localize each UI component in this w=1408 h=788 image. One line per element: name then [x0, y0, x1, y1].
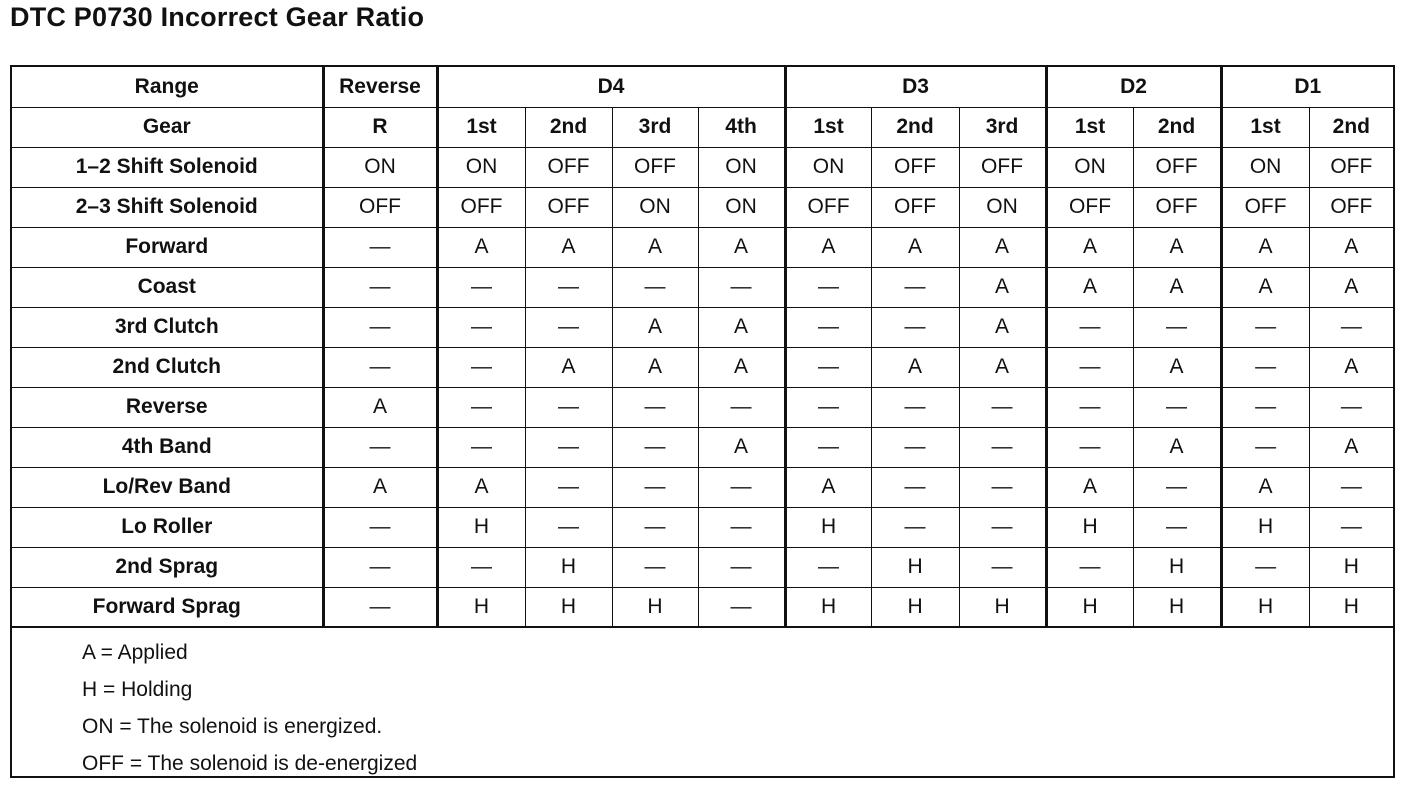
table-cell: A: [698, 347, 785, 387]
table-cell: —: [525, 507, 612, 547]
table-cell: A: [437, 227, 525, 267]
table-cell: —: [959, 547, 1046, 587]
table-cell: A: [698, 227, 785, 267]
table-cell: OFF: [525, 187, 612, 227]
table-cell: A: [871, 227, 959, 267]
range-group-d3: D3: [785, 67, 1046, 107]
table-cell: A: [698, 427, 785, 467]
table-cell: —: [1046, 307, 1133, 347]
table-cell: —: [1309, 307, 1393, 347]
table-cell: —: [323, 427, 437, 467]
table-cell: A: [959, 227, 1046, 267]
gear-ratio-table-frame: [10, 65, 1395, 778]
table-cell: —: [1309, 387, 1393, 427]
table-cell: —: [437, 307, 525, 347]
range-group-d4: D4: [437, 67, 785, 107]
table-cell: A: [323, 467, 437, 507]
table-cell: A: [323, 387, 437, 427]
table-cell: —: [871, 507, 959, 547]
table-cell: —: [323, 547, 437, 587]
table-cell: OFF: [525, 147, 612, 187]
table-cell: —: [525, 427, 612, 467]
table-cell: H: [1046, 587, 1133, 627]
row-label: 1–2 Shift Solenoid: [12, 147, 323, 187]
table-cell: —: [1221, 387, 1309, 427]
table-cell: —: [1221, 427, 1309, 467]
table-cell: —: [1046, 427, 1133, 467]
table-cell: ON: [323, 147, 437, 187]
table-cell: ON: [1221, 147, 1309, 187]
range-header-label: Range: [12, 67, 323, 107]
range-group-reverse: Reverse: [323, 67, 437, 107]
table-cell: OFF: [785, 187, 871, 227]
table-cell: —: [698, 507, 785, 547]
table-cell: OFF: [437, 187, 525, 227]
table-cell: A: [1133, 227, 1221, 267]
table-cell: A: [785, 227, 871, 267]
table-row-2nd-clutch: [12, 347, 1393, 387]
table-cell: —: [1133, 387, 1221, 427]
table-cell: —: [698, 547, 785, 587]
table-cell: —: [1046, 387, 1133, 427]
table-cell: —: [323, 307, 437, 347]
table-cell: A: [1046, 227, 1133, 267]
table-cell: H: [871, 587, 959, 627]
table-cell: —: [785, 307, 871, 347]
table-cell: A: [1309, 427, 1393, 467]
table-cell: ON: [785, 147, 871, 187]
table-cell: A: [871, 347, 959, 387]
table-cell: OFF: [871, 147, 959, 187]
table-cell: H: [437, 507, 525, 547]
table-cell: —: [871, 267, 959, 307]
table-cell: —: [871, 387, 959, 427]
table-cell: H: [1046, 507, 1133, 547]
table-cell: OFF: [612, 147, 698, 187]
table-row-lo-rev-band: [12, 467, 1393, 507]
table-cell: —: [1221, 307, 1309, 347]
table-row-4th-band: [12, 427, 1393, 467]
table-cell: OFF: [871, 187, 959, 227]
gear-header-cell: 2nd: [525, 107, 612, 147]
legend-line: H = Holding: [82, 678, 193, 701]
table-row-3rd-clutch: [12, 307, 1393, 347]
table-cell: A: [1309, 267, 1393, 307]
table-cell: —: [323, 267, 437, 307]
table-cell: H: [1221, 507, 1309, 547]
table-cell: —: [525, 267, 612, 307]
table-cell: A: [1046, 467, 1133, 507]
table-cell: —: [612, 387, 698, 427]
table-cell: —: [1133, 467, 1221, 507]
table-cell: H: [1221, 587, 1309, 627]
table-cell: —: [612, 547, 698, 587]
table-cell: A: [525, 347, 612, 387]
table-cell: —: [1133, 507, 1221, 547]
table-cell: A: [612, 347, 698, 387]
gear-header-cell: 1st: [1046, 107, 1133, 147]
gear-header-cell: 3rd: [959, 107, 1046, 147]
table-cell: —: [871, 307, 959, 347]
table-row-coast: [12, 267, 1393, 307]
table-cell: —: [871, 467, 959, 507]
table-cell: A: [1309, 227, 1393, 267]
table-cell: —: [1046, 547, 1133, 587]
table-cell: ON: [437, 147, 525, 187]
table-cell: A: [1221, 267, 1309, 307]
table-cell: OFF: [323, 187, 437, 227]
table-cell: —: [525, 307, 612, 347]
table-cell: OFF: [1133, 147, 1221, 187]
row-label: 4th Band: [12, 427, 323, 467]
table-cell: —: [1309, 507, 1393, 547]
table-cell: A: [1046, 267, 1133, 307]
table-cell: H: [612, 587, 698, 627]
table-row-forward-sprag: [12, 587, 1393, 627]
gear-header-cell: 4th: [698, 107, 785, 147]
range-group-d1: D1: [1221, 67, 1393, 107]
table-cell: —: [612, 427, 698, 467]
table-cell: —: [871, 427, 959, 467]
table-cell: —: [437, 547, 525, 587]
table-cell: —: [612, 467, 698, 507]
gear-header-cell: 3rd: [612, 107, 698, 147]
table-cell: ON: [698, 147, 785, 187]
table-cell: ON: [1046, 147, 1133, 187]
table-row-lo-roller: [12, 507, 1393, 547]
table-cell: A: [959, 267, 1046, 307]
table-row-1-2-shift-solenoid: [12, 147, 1393, 187]
table-cell: ON: [959, 187, 1046, 227]
table-row-reverse: [12, 387, 1393, 427]
table-cell: A: [1133, 347, 1221, 387]
table-cell: A: [1221, 227, 1309, 267]
row-label: 2nd Clutch: [12, 347, 323, 387]
table-cell: A: [437, 467, 525, 507]
table-cell: A: [1133, 267, 1221, 307]
table-cell: —: [698, 587, 785, 627]
table-cell: —: [437, 347, 525, 387]
table-cell: —: [1309, 467, 1393, 507]
table-cell: A: [1221, 467, 1309, 507]
gear-header-row: [12, 107, 1393, 147]
table-cell: H: [1309, 547, 1393, 587]
table-cell: —: [612, 267, 698, 307]
row-label: Forward Sprag: [12, 587, 323, 627]
table-cell: A: [1133, 427, 1221, 467]
gear-header-cell: 2nd: [871, 107, 959, 147]
table-cell: —: [525, 467, 612, 507]
table-cell: —: [1133, 307, 1221, 347]
table-cell: H: [785, 587, 871, 627]
table-cell: —: [959, 507, 1046, 547]
table-cell: H: [785, 507, 871, 547]
legend: [12, 628, 1393, 778]
table-cell: A: [525, 227, 612, 267]
row-label: Lo/Rev Band: [12, 467, 323, 507]
table-cell: —: [1046, 347, 1133, 387]
table-cell: —: [437, 427, 525, 467]
row-label: Forward: [12, 227, 323, 267]
table-cell: —: [785, 267, 871, 307]
row-label: Lo Roller: [12, 507, 323, 547]
table-cell: ON: [698, 187, 785, 227]
table-cell: —: [959, 467, 1046, 507]
table-cell: —: [323, 507, 437, 547]
table-cell: —: [323, 347, 437, 387]
table-cell: —: [959, 387, 1046, 427]
table-cell: —: [785, 427, 871, 467]
gear-header-label: Gear: [12, 107, 323, 147]
table-cell: A: [785, 467, 871, 507]
table-cell: OFF: [1221, 187, 1309, 227]
range-group-d2: D2: [1046, 67, 1221, 107]
legend-line: OFF = The solenoid is de-energized: [82, 752, 418, 775]
table-cell: OFF: [1309, 187, 1393, 227]
gear-header-cell: R: [323, 107, 437, 147]
table-cell: OFF: [959, 147, 1046, 187]
table-cell: H: [1133, 547, 1221, 587]
table-cell: H: [525, 587, 612, 627]
table-cell: A: [612, 227, 698, 267]
gear-header-cell: 1st: [785, 107, 871, 147]
table-cell: —: [323, 587, 437, 627]
table-cell: —: [698, 387, 785, 427]
table-cell: H: [959, 587, 1046, 627]
row-label: 3rd Clutch: [12, 307, 323, 347]
table-cell: ON: [612, 187, 698, 227]
table-cell: A: [1309, 347, 1393, 387]
gear-header-cell: 1st: [1221, 107, 1309, 147]
table-cell: A: [959, 347, 1046, 387]
table-cell: —: [612, 507, 698, 547]
gear-header-cell: 2nd: [1309, 107, 1393, 147]
table-cell: —: [1221, 347, 1309, 387]
table-row-forward: [12, 227, 1393, 267]
table-cell: —: [698, 267, 785, 307]
table-cell: —: [323, 227, 437, 267]
table-cell: H: [1133, 587, 1221, 627]
table-row-2-3-shift-solenoid: [12, 187, 1393, 227]
row-label: Coast: [12, 267, 323, 307]
row-label: Reverse: [12, 387, 323, 427]
legend-line: ON = The solenoid is energized.: [82, 715, 383, 738]
legend-line: A = Applied: [82, 641, 188, 664]
table-row-2nd-sprag: [12, 547, 1393, 587]
gear-header-cell: 1st: [437, 107, 525, 147]
table-cell: —: [785, 347, 871, 387]
table-cell: A: [959, 307, 1046, 347]
page-title: DTC P0730 Incorrect Gear Ratio: [10, 2, 425, 32]
table-cell: H: [525, 547, 612, 587]
table-cell: A: [612, 307, 698, 347]
table-cell: OFF: [1309, 147, 1393, 187]
row-label: 2nd Sprag: [12, 547, 323, 587]
gear-header-cell: 2nd: [1133, 107, 1221, 147]
table-cell: —: [959, 427, 1046, 467]
table-cell: —: [525, 387, 612, 427]
table-cell: —: [437, 267, 525, 307]
table-cell: —: [785, 387, 871, 427]
table-cell: OFF: [1133, 187, 1221, 227]
table-cell: —: [1221, 547, 1309, 587]
table-cell: H: [871, 547, 959, 587]
table-cell: —: [698, 467, 785, 507]
table-cell: H: [1309, 587, 1393, 627]
table-cell: —: [785, 547, 871, 587]
gear-ratio-table: [12, 67, 1393, 628]
range-header-row: [12, 67, 1393, 107]
row-label: 2–3 Shift Solenoid: [12, 187, 323, 227]
table-cell: H: [437, 587, 525, 627]
table-cell: OFF: [1046, 187, 1133, 227]
table-cell: —: [437, 387, 525, 427]
table-cell: A: [698, 307, 785, 347]
table-body: [12, 67, 1393, 627]
